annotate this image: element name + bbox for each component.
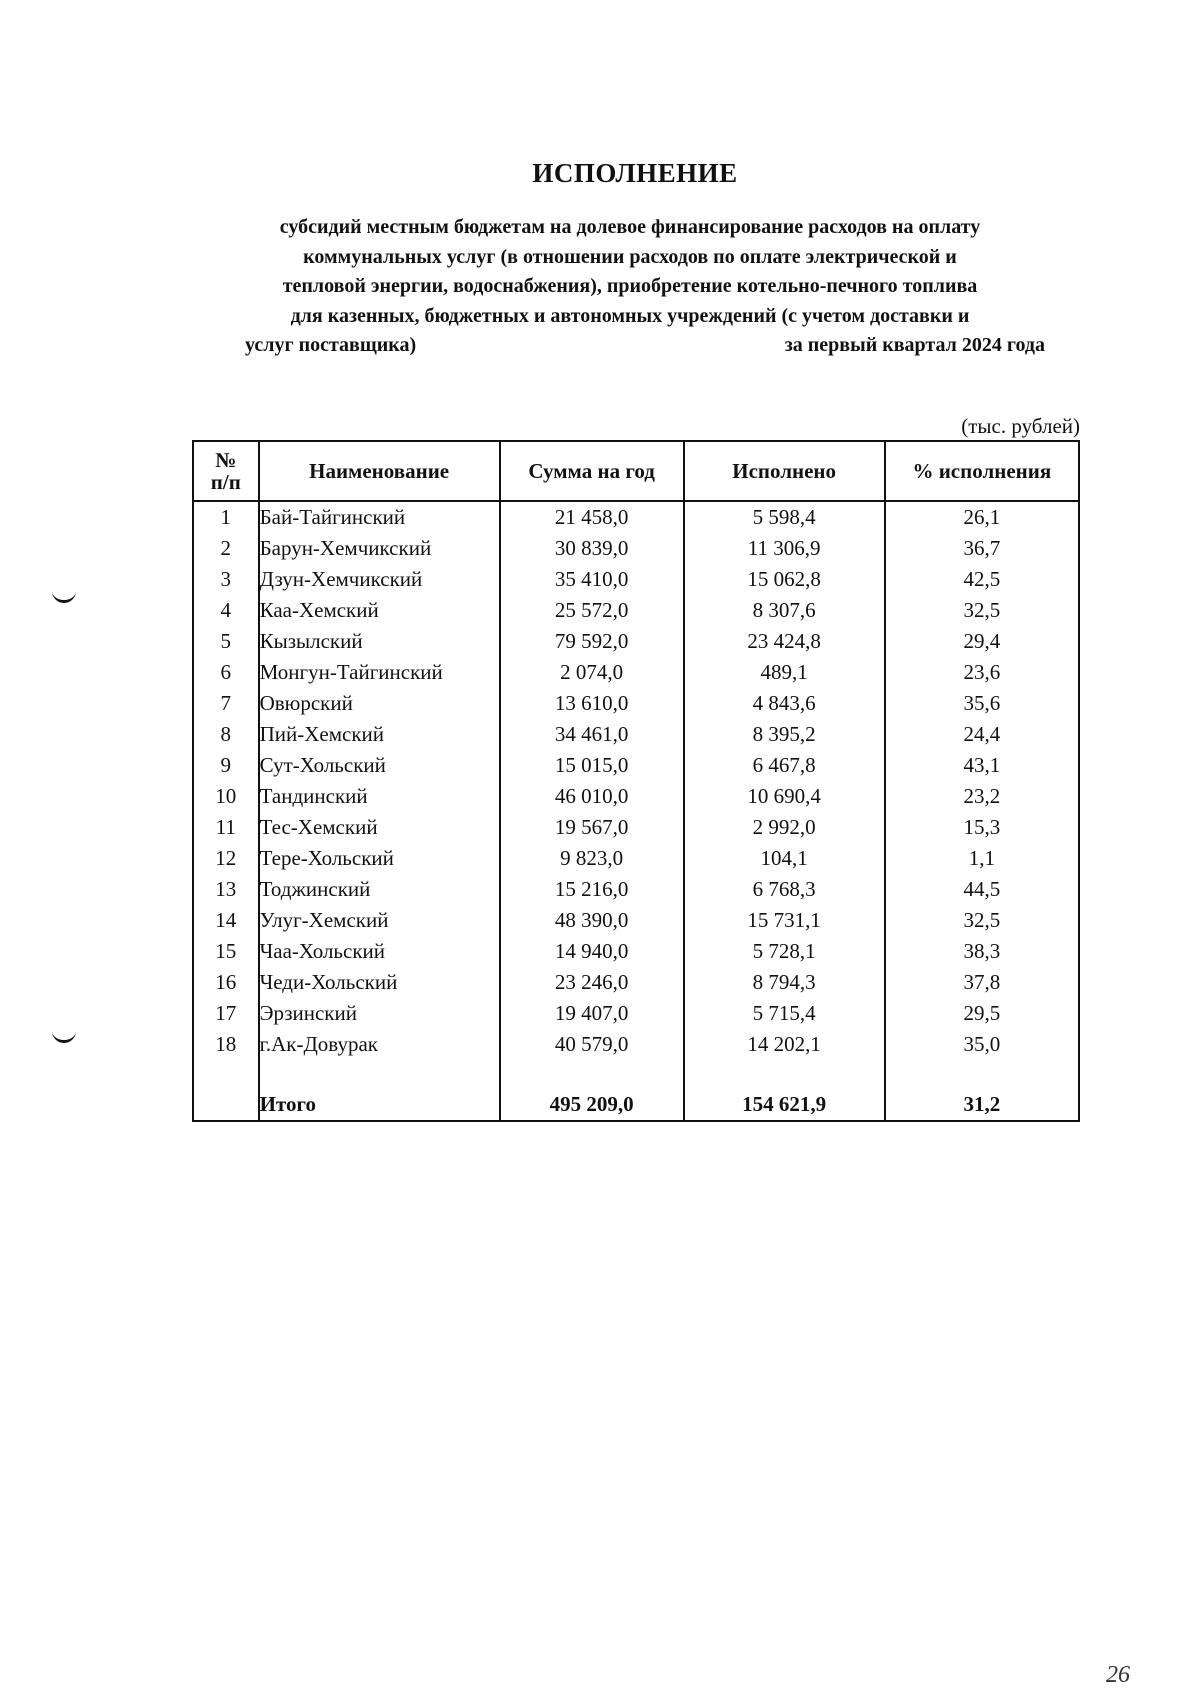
row-execution-percent: 42,5 [885, 564, 1079, 595]
table-row [193, 781, 1079, 812]
table-row [193, 1029, 1079, 1060]
table-row [193, 688, 1079, 719]
row-execution-percent: 37,8 [885, 967, 1079, 998]
row-execution-percent: 23,2 [885, 781, 1079, 812]
table-row [193, 657, 1079, 688]
row-district-name: Бай-Тайгинский [259, 501, 500, 533]
row-executed: 8 307,6 [684, 595, 885, 626]
table-row [193, 750, 1079, 781]
subtitle-line: тепловой энергии, водоснабжения), приобретение котельно-печного топлива [282, 275, 978, 297]
row-number: 6 [193, 657, 259, 688]
row-executed: 5 598,4 [684, 501, 885, 533]
row-district-name: Каа-Хемский [259, 595, 500, 626]
document-title: ИСПОЛНЕНИЕ [532, 158, 738, 188]
units-label: (тыс. рублей) [961, 414, 1080, 438]
margin-bracket-mark [52, 588, 76, 603]
row-district-name: г.Ак-Довурак [259, 1029, 500, 1060]
row-annual-sum: 46 010,0 [500, 781, 684, 812]
row-number: 10 [193, 781, 259, 812]
row-number: 12 [193, 843, 259, 874]
row-number: 17 [193, 998, 259, 1029]
row-district-name: Чеди-Хольский [259, 967, 500, 998]
page-number: 26 [1106, 1662, 1130, 1688]
row-annual-sum: 23 246,0 [500, 967, 684, 998]
row-number: 7 [193, 688, 259, 719]
row-district-name: Монгун-Тайгинский [259, 657, 500, 688]
row-district-name: Чаа-Хольский [259, 936, 500, 967]
table-row [193, 936, 1079, 967]
row-executed: 8 395,2 [684, 719, 885, 750]
row-execution-percent: 29,5 [885, 998, 1079, 1029]
total-execution-percent: 31,2 [885, 1088, 1079, 1121]
table-row [193, 626, 1079, 657]
total-executed: 154 621,9 [684, 1088, 885, 1121]
subtitle-period: за первый квартал 2024 года [784, 334, 1045, 356]
row-executed: 2 992,0 [684, 812, 885, 843]
row-annual-sum: 25 572,0 [500, 595, 684, 626]
subtitle-line: субсидий местным бюджетам на долевое финансирование расходов на оплату [279, 216, 981, 238]
row-executed: 11 306,9 [684, 533, 885, 564]
row-annual-sum: 40 579,0 [500, 1029, 684, 1060]
row-execution-percent: 15,3 [885, 812, 1079, 843]
row-execution-percent: 36,7 [885, 533, 1079, 564]
table-row [193, 501, 1079, 533]
row-annual-sum: 19 407,0 [500, 998, 684, 1029]
table-row [193, 533, 1079, 564]
row-number: 16 [193, 967, 259, 998]
row-district-name: Сут-Хольский [259, 750, 500, 781]
spacer-cell [193, 1060, 259, 1088]
header-number-symbol: № [215, 448, 237, 472]
subtitle-line: для казенных, бюджетных и автономных учреждений (с учетом доставки и [290, 304, 970, 327]
row-executed: 23 424,8 [684, 626, 885, 657]
total-annual-sum: 495 209,0 [500, 1088, 684, 1121]
row-annual-sum: 9 823,0 [500, 843, 684, 874]
row-district-name: Кызылский [259, 626, 500, 657]
table-row [193, 719, 1079, 750]
table-row [193, 874, 1079, 905]
row-number: 18 [193, 1029, 259, 1060]
row-execution-percent: 32,5 [885, 595, 1079, 626]
row-execution-percent: 43,1 [885, 750, 1079, 781]
row-executed: 104,1 [684, 843, 885, 874]
row-number: 9 [193, 750, 259, 781]
row-annual-sum: 19 567,0 [500, 812, 684, 843]
row-district-name: Улуг-Хемский [259, 905, 500, 936]
row-execution-percent: 44,5 [885, 874, 1079, 905]
header-annual-sum: Сумма на год [500, 441, 684, 501]
row-number: 8 [193, 719, 259, 750]
row-executed: 15 731,1 [684, 905, 885, 936]
row-number: 2 [193, 533, 259, 564]
table-row [193, 812, 1079, 843]
row-number: 5 [193, 626, 259, 657]
table-row [193, 905, 1079, 936]
row-execution-percent: 32,5 [885, 905, 1079, 936]
row-district-name: Тере-Хольский [259, 843, 500, 874]
table-total-row [193, 1088, 1079, 1121]
row-number: 13 [193, 874, 259, 905]
row-executed: 10 690,4 [684, 781, 885, 812]
row-number: 1 [193, 501, 259, 533]
row-execution-percent: 26,1 [885, 501, 1079, 533]
row-number: 11 [193, 812, 259, 843]
row-executed: 6 768,3 [684, 874, 885, 905]
row-number: 15 [193, 936, 259, 967]
table-row [193, 595, 1079, 626]
spacer-cell [500, 1060, 684, 1088]
total-number-cell [193, 1088, 259, 1121]
row-annual-sum: 14 940,0 [500, 936, 684, 967]
table-row [193, 843, 1079, 874]
row-annual-sum: 15 015,0 [500, 750, 684, 781]
spacer-cell [885, 1060, 1079, 1088]
row-district-name: Овюрский [259, 688, 500, 719]
row-annual-sum: 2 074,0 [500, 657, 684, 688]
row-executed: 4 843,6 [684, 688, 885, 719]
row-executed: 489,1 [684, 657, 885, 688]
header-executed: Исполнено [684, 441, 885, 501]
row-annual-sum: 15 216,0 [500, 874, 684, 905]
row-district-name: Пий-Хемский [259, 719, 500, 750]
total-label: Итого [259, 1088, 500, 1121]
row-execution-percent: 38,3 [885, 936, 1079, 967]
row-execution-percent: 29,4 [885, 626, 1079, 657]
row-number: 3 [193, 564, 259, 595]
row-execution-percent: 35,0 [885, 1029, 1079, 1060]
row-execution-percent: 35,6 [885, 688, 1079, 719]
row-execution-percent: 1,1 [885, 843, 1079, 874]
row-executed: 15 062,8 [684, 564, 885, 595]
row-district-name: Барун-Хемчикский [259, 533, 500, 564]
margin-bracket-mark [52, 1028, 76, 1043]
table-body [193, 501, 1079, 1121]
table-header-row [193, 441, 1079, 501]
row-execution-percent: 24,4 [885, 719, 1079, 750]
row-annual-sum: 13 610,0 [500, 688, 684, 719]
row-executed: 5 728,1 [684, 936, 885, 967]
row-number: 14 [193, 905, 259, 936]
row-annual-sum: 48 390,0 [500, 905, 684, 936]
table-row [193, 998, 1079, 1029]
row-annual-sum: 34 461,0 [500, 719, 684, 750]
subtitle-last-line [205, 331, 1055, 361]
row-district-name: Тоджинский [259, 874, 500, 905]
row-district-name: Тандинский [259, 781, 500, 812]
header-name: Наименование [259, 441, 500, 501]
table-spacer-row [193, 1060, 1079, 1088]
spacer-cell [259, 1060, 500, 1088]
row-annual-sum: 30 839,0 [500, 533, 684, 564]
row-district-name: Дзун-Хемчикский [259, 564, 500, 595]
row-executed: 5 715,4 [684, 998, 885, 1029]
row-annual-sum: 35 410,0 [500, 564, 684, 595]
row-executed: 8 794,3 [684, 967, 885, 998]
row-executed: 14 202,1 [684, 1029, 885, 1060]
row-executed: 6 467,8 [684, 750, 885, 781]
header-number [193, 441, 259, 501]
subtitle-last-left: услуг поставщика) [245, 334, 417, 356]
document-subtitle [205, 213, 1055, 361]
row-number: 4 [193, 595, 259, 626]
table-row [193, 967, 1079, 998]
spacer-cell [684, 1060, 885, 1088]
row-district-name: Эрзинский [259, 998, 500, 1029]
row-execution-percent: 23,6 [885, 657, 1079, 688]
row-annual-sum: 79 592,0 [500, 626, 684, 657]
row-annual-sum: 21 458,0 [500, 501, 684, 533]
row-district-name: Тес-Хемский [259, 812, 500, 843]
table-row [193, 564, 1079, 595]
subtitle-line: коммунальных услуг (в отношении расходов по оплате электрической и [303, 245, 957, 268]
header-number-abbr: п/п [210, 470, 241, 494]
subsidy-table [192, 440, 1080, 1122]
header-execution-percent: % исполнения [885, 441, 1079, 501]
